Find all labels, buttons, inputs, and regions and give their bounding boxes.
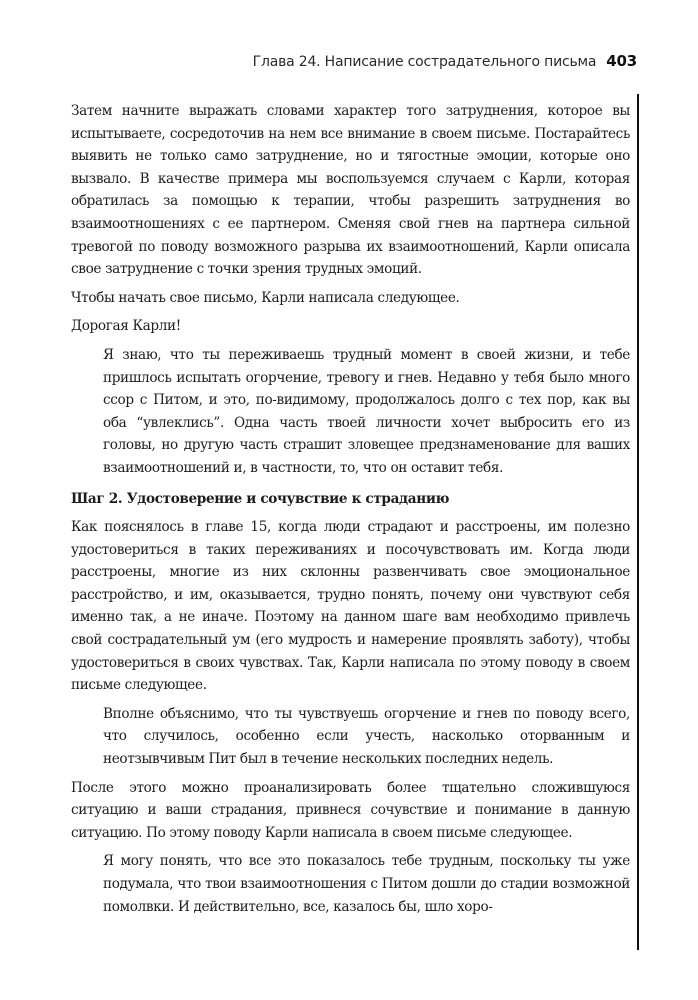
paragraph-step2: Как пояснялось в главе 15, когда люди страдают и расстроены, им полезно удостовериться в таких переживаниях и посочувствовать им. Когда люди расстроены, многие из них склонны развенчивать свое эмоциональное расстройство, и им, оказывается, трудно понять, почему они чувствуют себя именно так, а не иначе. Поэтому на данном шаге вам необходимо привлечь свой сострадательный ум (его мудрость и намерение проявлять заботу), чтобы удостовериться в своих чувствах. Так, Карли написала по этому поводу в своем письме следующее.: [71, 519, 630, 694]
letter-quote-3: Я могу понять, что все это показалось тебе трудным, поскольку ты уже подумала, что твои взаимоотношения с Питом дошли до стадии возможной помолвки. И действительно, все, казалось бы, шло хоро-: [103, 853, 630, 915]
paragraph-analysis: После этого можно проанализировать более тщательно сложившуюся ситуацию и ваши страдания, привнеся сочувствие и понимание в данную ситуацию. По этому поводу Карли написала в своем письме следующее.: [71, 779, 630, 841]
section-heading: Шаг 2. Удостоверение и сочувствие к страданию: [71, 490, 450, 507]
page-number: 403: [606, 52, 637, 70]
letter-salutation: Дорогая Карли!: [71, 318, 181, 335]
chapter-title: Глава 24. Написание сострадательного письма: [252, 54, 597, 70]
paragraph-intro: Затем начните выражать словами характер того затруднения, которое вы испытываете, сосредоточив на нем все внимание в своем письме. Постарайтесь выявить не только само затруднение, но и тягостные эмоции, которые оно вызвало. В качестве примера мы воспользуемся случаем с Карли, которая обратилась за помощью к терапии, чтобы разрешить затруднения во взаимоотношениях с ее партнером. Сменяя свой гнев на партнера сильной тревогой по поводу возможного разрыва их взаимоотношений, Карли описала свое затруднение с точки зрения трудных эмоций.: [71, 103, 630, 278]
page-body: [71, 100, 630, 918]
margin-rule: [637, 94, 639, 950]
paragraph-start-letter: Чтобы начать свое письмо, Карли написала следующее.: [71, 289, 460, 306]
letter-quote-2: Вполне объяснимо, что ты чувствуешь огорчение и гнев по поводу всего, что случилось, особенно если учесть, насколько оторванным и неотзывчивым Пит был в течение нескольких последних недель.: [103, 705, 630, 768]
letter-quote-1: Я знаю, что ты переживаешь трудный момент в своей жизни, и тебе пришлось испытать огорчение, тревогу и гнев. Недавно у тебя было много ссор с Питом, и это, по-видимому, продолжалось долго с тех пор, как вы оба “увлеклись”. Одна часть твоей личности хочет выбросить его из головы, но другую часть страшит зловещее предзнаменование для ваших взаимоотношений и, в частности, то, что он оставит тебя.: [103, 346, 630, 476]
running-header: [0, 52, 637, 70]
